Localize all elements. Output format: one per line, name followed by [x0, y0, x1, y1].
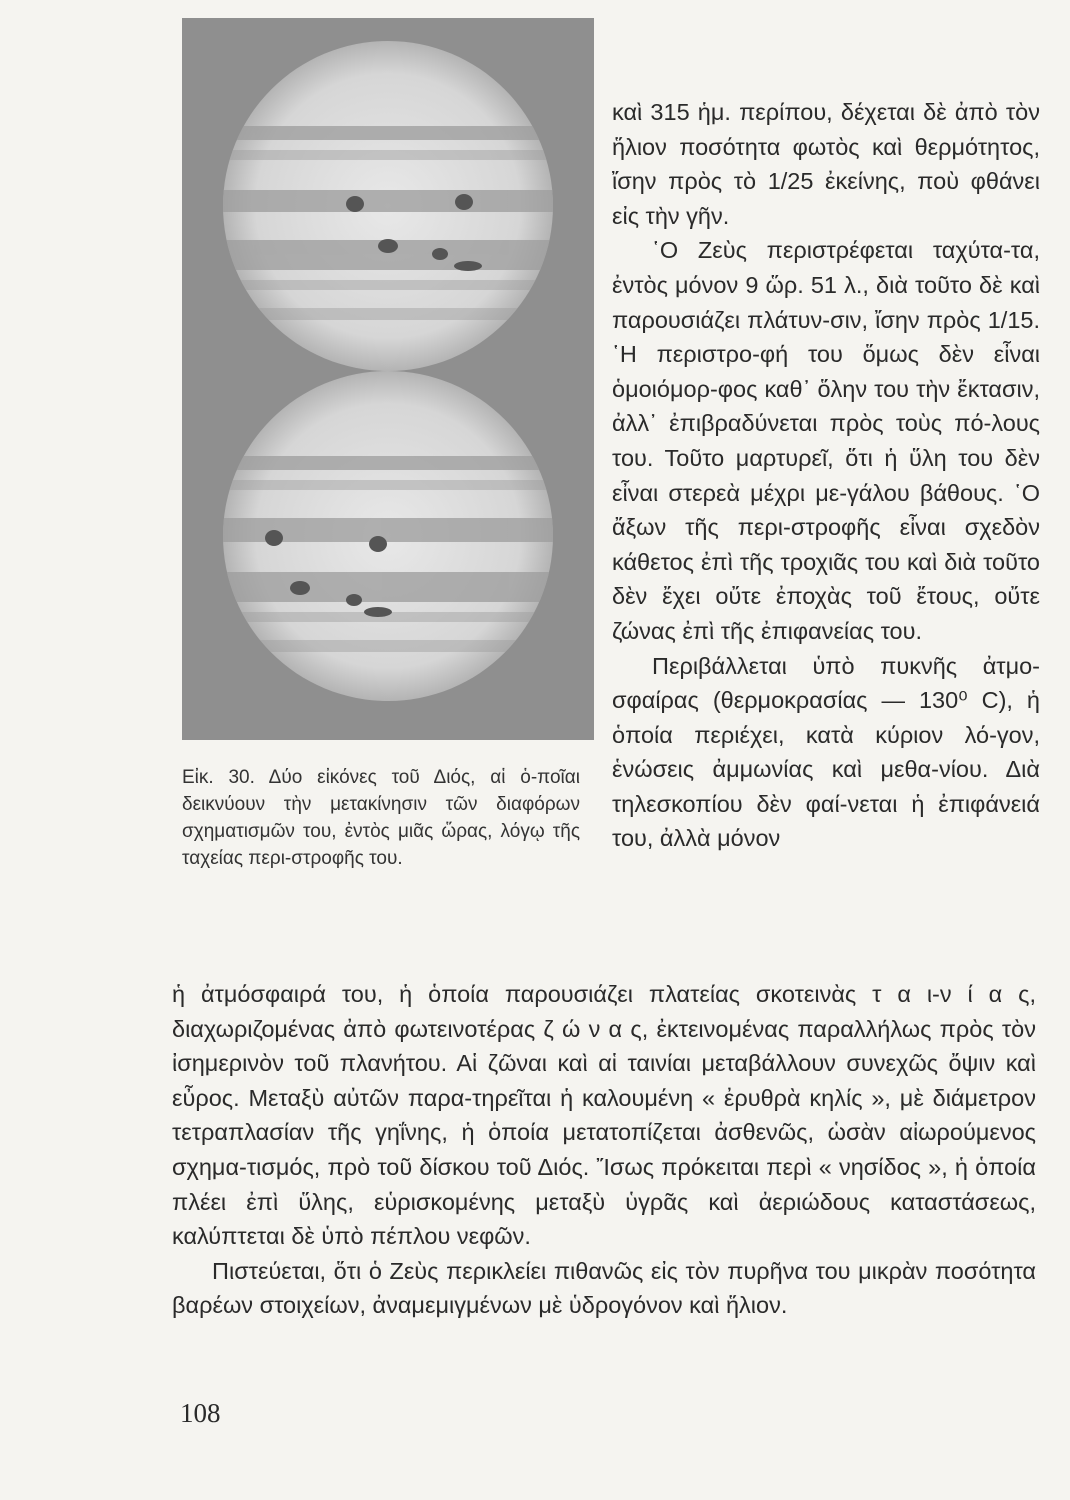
- full-width-text: [172, 977, 1036, 1323]
- paragraph-1: καὶ 315 ἡμ. περίπου, δέχεται δὲ ἀπὸ τὸν ἥλιον ποσότητα φωτὸς καὶ θερμότητος, ἴσην πρὸς τὸ 1/25 ἐκείνης, ποὺ φθάνει εἰς τὴν γῆν.: [612, 99, 1040, 229]
- jupiter-photographs: [182, 18, 594, 740]
- paragraph-2: ῾Ο Ζεὺς περιστρέφεται ταχύτα-τα, ἐντὸς μόνον 9 ὥρ. 51 λ., διὰ τοῦτο δὲ καὶ παρουσιάζει πλάτυν-σιν, ἴσην πρὸς 1/15. ῾Η περιστρο-φή του ὅμως δὲν εἶναι ὁμοιόμορ-φος καθ᾽ ὅλην του τὴν ἔκτασιν, ἀλλ᾽ ἐπιβραδύνεται πρὸς τοὺς πό-λους του. Τοῦτο μαρτυρεῖ, ὅτι ἡ ὕλη του δὲν εἶναι στερεὰ μέχρι με-γάλου βάθους. ῾Ο ἄξων τῆς περι-στροφῆς εἶναι σχεδὸν κάθετος ἐπὶ τῆς τροχιᾶς του καὶ διὰ τοῦτο δὲν ἔχει οὔτε ἐποχὰς τοῦ ἔτους, οὔτε ζώνας ἐπὶ τῆς ἐπιφανείας του.: [612, 237, 1040, 644]
- right-column-text: [612, 95, 1040, 856]
- paragraph-4: Πιστεύεται, ὅτι ὁ Ζεὺς περικλείει πιθανῶς εἰς τὸν πυρῆνα του μικρὰν ποσότητα βαρέων στοιχείων, ἀναμεμιγμένων μὲ ὑδρογόνον καὶ ἥλιον.: [172, 1257, 1036, 1319]
- page-number: 108: [180, 1398, 221, 1428]
- jupiter-figure: [182, 18, 594, 740]
- paragraph-3-continued: ἡ ἀτμόσφαιρά του, ἡ ὁποία παρουσιάζει πλατείας σκοτεινὰς τ α ι-ν ί α ς, διαχωριζομένας ἀπὸ φωτεινοτέρας ζ ώ ν α ς, ἐκτεινομένας παραλλήλως πρὸς τὸν ἰσημερινὸν τοῦ πλανήτου. Αἱ ζῶναι καὶ αἱ ταινίαι μεταβάλλουν συνεχῶς ὄψιν καὶ εὖρος. Μεταξὺ αὐτῶν παρα-τηρεῖται ἡ καλουμένη « ἐρυθρὰ κηλίς », μὲ διάμετρον τετραπλασίαν τῆς γηΐνης, ἡ ὁποία μετατοπίζεται ἀσθενῶς, ὡσὰν αἰωρούμενος σχημα-τισμός, πρὸ τοῦ δίσκου τοῦ Διός. Ἴσως πρόκειται περὶ « νησίδος », ἡ ὁποία πλέει ἐπὶ ὕλης, εὑρισκομένης μεταξὺ ὑγρᾶς καὶ ἀεριώδους καταστάσεως, καλύπτεται δὲ ὑπὸ πέπλου νεφῶν.: [172, 981, 1036, 1250]
- paragraph-3: Περιβάλλεται ὑπὸ πυκνῆς ἀτμο-σφαίρας (θερμοκρασίας — 130⁰ C), ἡ ὁποία περιέχει, κατὰ κύριον λό-γον, ἑνώσεις ἀμμωνίας καὶ μεθα-νίου. Διὰ τηλεσκοπίου δὲν φαί-νεται ἡ ἐπιφάνειά του, ἀλλὰ μόνον: [612, 652, 1040, 852]
- figure-caption: Εἰκ. 30. Δύο εἰκόνες τοῦ Διός, αἱ ὁ-ποῖαι δεικνύουν τὴν μετακίνησιν τῶν διαφόρων σχηματισμῶν του, ἐντὸς μιᾶς ὥρας, λόγῳ τῆς ταχείας περι-στροφῆς του.: [182, 767, 580, 869]
